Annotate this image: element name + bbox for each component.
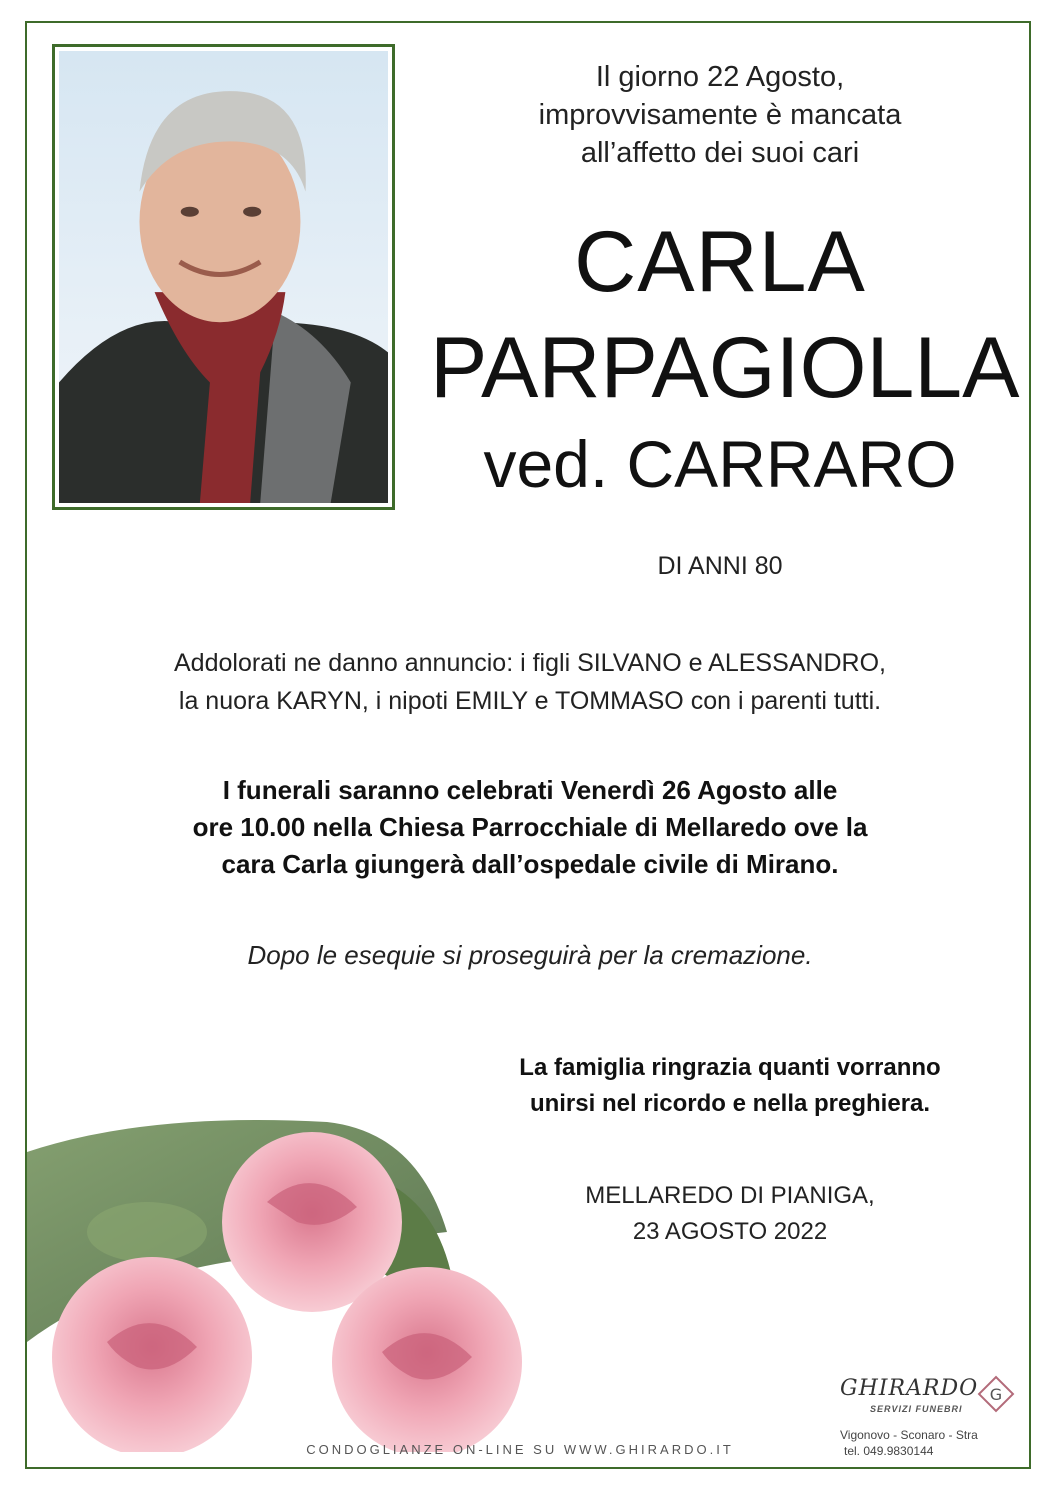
cremation-note: Dopo le esequie si proseguirà per la cremazione. xyxy=(247,940,813,970)
logo-towns: Vigonovo - Sconaro - Stra xyxy=(840,1428,978,1442)
roses-image xyxy=(27,1112,587,1452)
intro-line: Il giorno 22 Agosto, xyxy=(595,61,845,93)
logo-name: GHIRARDO xyxy=(840,1376,979,1401)
deceased-surname: PARPAGIOLLA xyxy=(430,320,1020,416)
portrait-photo xyxy=(52,44,395,510)
deceased-first-name: CARLA xyxy=(574,214,866,310)
funeral-line: I funerali saranno celebrati Venerdì 26 Agosto alle xyxy=(222,775,838,805)
place-line: MELLAREDO DI PIANIGA, xyxy=(585,1182,875,1209)
funeral-home-logo xyxy=(830,1372,1030,1462)
announcement-line: la nuora KARYN, i nipoti EMILY e TOMMASO con i parenti tutti. xyxy=(178,687,882,715)
intro-text xyxy=(450,58,990,172)
thanks-line: unirsi nel ricordo e nella preghiera. xyxy=(529,1090,931,1117)
deceased-married-name: ved. CARRARO xyxy=(483,427,957,501)
announcement-line: Addolorati ne danno annuncio: i figli SILVANO e ALESSANDRO, xyxy=(174,649,886,677)
logo-phone: tel. 049.9830144 xyxy=(844,1444,934,1458)
funeral-line: ore 10.00 nella Chiesa Parrocchiale di Mellaredo ove la xyxy=(192,812,868,842)
intro-line: improvvisamente è mancata xyxy=(538,99,902,131)
date-line: 23 AGOSTO 2022 xyxy=(632,1218,828,1245)
svg-text:G: G xyxy=(989,1385,1003,1404)
intro-line: all’affetto dei suoi cari xyxy=(580,137,860,169)
funeral-details xyxy=(60,772,1000,883)
logo-subtitle: SERVIZI FUNEBRI xyxy=(870,1404,963,1414)
age-text: DI ANNI 80 xyxy=(657,552,783,580)
thanks-line: La famiglia ringrazia quanti vorranno xyxy=(519,1054,941,1081)
announcement-text xyxy=(60,644,1000,720)
condolences-footer: CONDOGLIANZE ON-LINE SU WWW.GHIRARDO.IT xyxy=(306,1442,734,1457)
logo-diamond-icon xyxy=(976,1374,1016,1414)
funeral-line: cara Carla giungerà dall’ospedale civile di Mirano. xyxy=(221,849,839,879)
